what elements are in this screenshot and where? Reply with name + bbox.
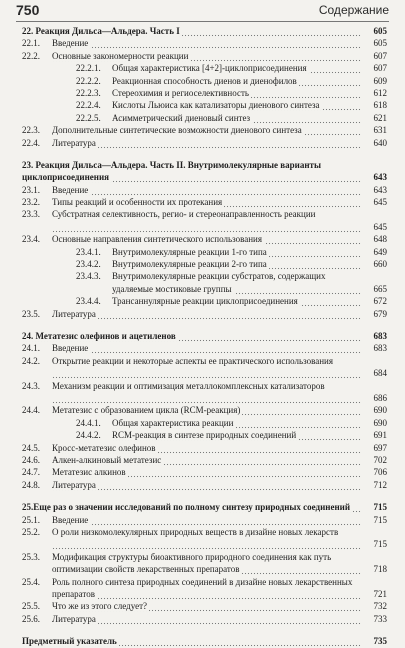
toc-entry <box>0 442 405 454</box>
toc-entry <box>0 380 405 405</box>
toc-entry-number: 23.4.2. <box>76 259 101 270</box>
toc-entry <box>0 37 405 49</box>
toc-entry-title: Алкен-алкиновый метатезис <box>52 454 162 465</box>
toc-entry-title: Субстратная селективность, регио- и стереонаправленность реакции <box>52 209 316 220</box>
toc-entry <box>0 246 405 258</box>
toc-entry-page: 609 <box>373 75 387 86</box>
toc-entry <box>0 576 405 601</box>
toc-entry-page: 697 <box>373 442 387 453</box>
toc-entry-number: 23.4. <box>22 234 40 245</box>
table-of-contents <box>0 25 405 647</box>
toc-entry-number: 22.3. <box>22 125 40 136</box>
toc-entry <box>0 75 405 87</box>
toc-entry-page: 733 <box>373 613 387 624</box>
toc-entry-title: Что же из этого следует? <box>52 601 148 612</box>
toc-entry-title: Литература <box>52 137 96 148</box>
toc-entry <box>0 551 405 576</box>
toc-entry-title: Роль полного синтеза природных соединений в дизайне новых лекарственных препаратов <box>52 576 353 599</box>
toc-entry-number: 22.1. <box>22 38 40 49</box>
toc-entry-number: 24.7. <box>22 467 40 478</box>
toc-entry-page: 607 <box>373 50 387 61</box>
toc-entry-title: Литература <box>52 613 96 624</box>
toc-entry <box>0 355 405 380</box>
page-number: 750 <box>16 2 40 18</box>
toc-entry-page: 718 <box>373 564 387 575</box>
toc-entry-title: Открытие реакции и некоторые аспекты ее практического использования <box>52 355 334 366</box>
toc-entry-number: 24.4.1. <box>76 417 101 428</box>
toc-entry <box>0 50 405 62</box>
toc-entry-title: 23. Реакция Дильса—Альдера. Часть II. Внутримолекулярные варианты циклоприсоединения <box>22 159 321 183</box>
toc-entry-number: 25.1. <box>22 514 40 525</box>
toc-entry-page: 712 <box>373 479 387 490</box>
toc-entry-title: Трансаннулярные реакции циклоприсоединения <box>112 296 298 307</box>
toc-entry <box>0 429 405 441</box>
toc-entry-title: Основные направления синтетического использования <box>52 234 262 245</box>
toc-entry-number: 25.6. <box>22 613 40 624</box>
toc-entry <box>0 342 405 354</box>
toc-chapter <box>0 635 405 647</box>
toc-entry <box>0 404 405 416</box>
toc-entry-page: 665 <box>373 283 387 294</box>
toc-chapter <box>0 501 405 513</box>
toc-entry-title: Внутримолекулярные реакции 2-го типа <box>112 259 267 270</box>
toc-entry <box>0 526 405 551</box>
toc-entry-number: 23.1. <box>22 184 40 195</box>
toc-entry <box>0 308 405 320</box>
toc-entry-title: Введение <box>52 514 89 525</box>
toc-entry-number: 24.5. <box>22 442 40 453</box>
toc-entry-page: 721 <box>373 588 387 599</box>
toc-entry-number: 23.2. <box>22 197 40 208</box>
toc-entry-title: Реакционная способность диенов и диенофилов <box>112 75 297 86</box>
toc-entry-number: 22.2.5. <box>76 112 101 123</box>
toc-chapter <box>0 25 405 37</box>
toc-entry-title: Введение <box>52 343 89 354</box>
running-head: Содержание <box>318 3 389 17</box>
toc-chapter <box>0 330 405 342</box>
toc-entry-number: 23.5. <box>22 308 40 319</box>
toc-entry-title: О роли низкомолекулярных природных веществ в дизайне новых лекарств <box>52 526 339 537</box>
toc-entry-page: 691 <box>373 430 387 441</box>
toc-entry-page: 690 <box>373 417 387 428</box>
toc-entry-number: 24.8. <box>22 479 40 490</box>
toc-entry-title: Предметный указатель <box>22 636 117 647</box>
toc-entry <box>0 99 405 111</box>
toc-entry <box>0 137 405 149</box>
toc-entry-page: 643 <box>373 172 387 183</box>
toc-chapter <box>0 159 405 184</box>
toc-entry-number: 23.3. <box>22 209 40 220</box>
toc-entry-title: Дополнительные синтетические возможности диенового синтеза <box>52 125 302 136</box>
toc-entry-title: Литература <box>52 308 96 319</box>
toc-entry-page: 618 <box>373 100 387 111</box>
header-rule <box>16 21 389 22</box>
toc-entry-title: RCM-реакция в синтезе природных соединений <box>112 430 297 441</box>
toc-entry <box>0 295 405 307</box>
toc-entry-number: 23.4.1. <box>76 246 101 257</box>
toc-entry-page: 605 <box>373 26 387 36</box>
toc-entry <box>0 466 405 478</box>
toc-entry-page: 649 <box>373 246 387 257</box>
toc-entry-title: 25.Еще раз о значении исследований по полному синтезу природных соединений <box>22 502 351 513</box>
toc-entry-title: Кислоты Льюиса как катализаторы диенового синтеза <box>112 100 320 111</box>
toc-entry <box>0 514 405 526</box>
toc-entry-number: 23.4.3. <box>76 271 101 282</box>
toc-entry <box>0 454 405 466</box>
toc-entry-title: Асимметрический диеновый синтез <box>112 112 251 123</box>
toc-entry <box>0 479 405 491</box>
toc-entry-page: 706 <box>373 467 387 478</box>
toc-entry-number: 22.2.4. <box>76 100 101 111</box>
toc-entry-number: 24.1. <box>22 343 40 354</box>
toc-entry <box>0 613 405 625</box>
toc-entry-page: 690 <box>373 405 387 416</box>
toc-entry-page: 607 <box>373 63 387 74</box>
toc-entry-page: 672 <box>373 296 387 307</box>
toc-entry-title: Метатезис алкинов <box>52 467 126 478</box>
toc-entry-number: 25.5. <box>22 601 40 612</box>
toc-entry-number: 24.4.2. <box>76 430 101 441</box>
toc-entry <box>0 184 405 196</box>
toc-entry-page: 715 <box>373 539 387 550</box>
toc-entry-title: Основные закономерности реакции <box>52 50 189 61</box>
page-header <box>16 2 389 22</box>
toc-entry <box>0 417 405 429</box>
toc-entry-page: 643 <box>373 184 387 195</box>
toc-entry-page: 684 <box>373 368 387 379</box>
toc-entry-number: 22.2.3. <box>76 87 101 98</box>
toc-entry-page: 683 <box>373 331 387 342</box>
toc-entry-page: 735 <box>373 636 387 647</box>
toc-entry <box>0 233 405 245</box>
toc-entry-page: 605 <box>373 38 387 49</box>
toc-entry-title: Типы реакций и особенности их протекания <box>52 197 223 208</box>
toc-entry-page: 679 <box>373 308 387 319</box>
toc-entry-number: 25.3. <box>22 551 40 562</box>
toc-entry-number: 24.6. <box>22 454 40 465</box>
toc-entry-title: Внутримолекулярные реакции 1-го типа <box>112 246 267 257</box>
toc-entry-page: 640 <box>373 137 387 148</box>
toc-entry <box>0 270 405 295</box>
toc-entry-number: 23.4.4. <box>76 296 101 307</box>
toc-entry-page: 683 <box>373 343 387 354</box>
toc-entry-number: 25.2. <box>22 526 40 537</box>
toc-entry-title: Внутримолекулярные реакции субстратов, содержащих удаляемые мостиковые группы <box>112 271 326 294</box>
toc-entry-number: 22.2.2. <box>76 75 101 86</box>
toc-entry-title: Метатезис с образованием цикла (RCM-реакция) <box>52 405 241 416</box>
toc-entry-number: 24.3. <box>22 380 40 391</box>
toc-entry <box>0 600 405 612</box>
toc-entry-page: 660 <box>373 259 387 270</box>
toc-entry-title: 22. Реакция Дильса—Альдера. Часть I <box>22 26 180 36</box>
toc-entry-page: 686 <box>373 393 387 403</box>
toc-entry-page: 631 <box>373 125 387 136</box>
toc-entry-page: 645 <box>373 197 387 208</box>
toc-entry-number: 22.4. <box>22 137 40 148</box>
toc-entry-page: 648 <box>373 234 387 245</box>
toc-entry-title: Кросс-метатезис олефинов <box>52 442 156 453</box>
toc-entry <box>0 258 405 270</box>
toc-entry-title: Литература <box>52 479 96 490</box>
toc-entry-title: Механизм реакции и оптимизация металлокомплексных катализаторов <box>52 380 325 391</box>
toc-entry-number: 22.2.1. <box>76 63 101 74</box>
toc-entry-title: Введение <box>52 38 89 49</box>
toc-entry-page: 621 <box>373 112 387 123</box>
toc-entry-title: Модификация структуры биоактивного природного соединения как путь оптимизации свойств лекарственных препаратов <box>52 551 332 575</box>
toc-entry-title: 24. Метатезис олефинов и ацетиленов <box>22 331 176 342</box>
toc-entry <box>0 124 405 136</box>
toc-entry-number: 22.2. <box>22 50 40 61</box>
toc-entry <box>0 196 405 208</box>
toc-entry <box>0 62 405 74</box>
toc-entry <box>0 112 405 124</box>
toc-entry-number: 25.4. <box>22 576 40 587</box>
toc-entry-title: Введение <box>52 184 89 195</box>
toc-entry-page: 715 <box>373 514 387 525</box>
toc-entry-page: 612 <box>373 87 387 98</box>
toc-entry-title: Общая характеристика реакции <box>112 417 234 428</box>
toc-entry-number: 24.4. <box>22 405 40 416</box>
toc-entry-page: 702 <box>373 454 387 465</box>
toc-entry-page: 645 <box>373 221 387 232</box>
toc-entry-page: 732 <box>373 601 387 612</box>
toc-entry <box>0 208 405 233</box>
toc-entry-title: Стереохимия и региоселективность <box>112 87 250 98</box>
toc-entry-page: 715 <box>373 502 387 513</box>
toc-entry-title: Общая характеристика [4+2]-циклоприсоединения <box>112 63 307 74</box>
toc-entry-number: 24.2. <box>22 355 40 366</box>
toc-entry <box>0 87 405 99</box>
